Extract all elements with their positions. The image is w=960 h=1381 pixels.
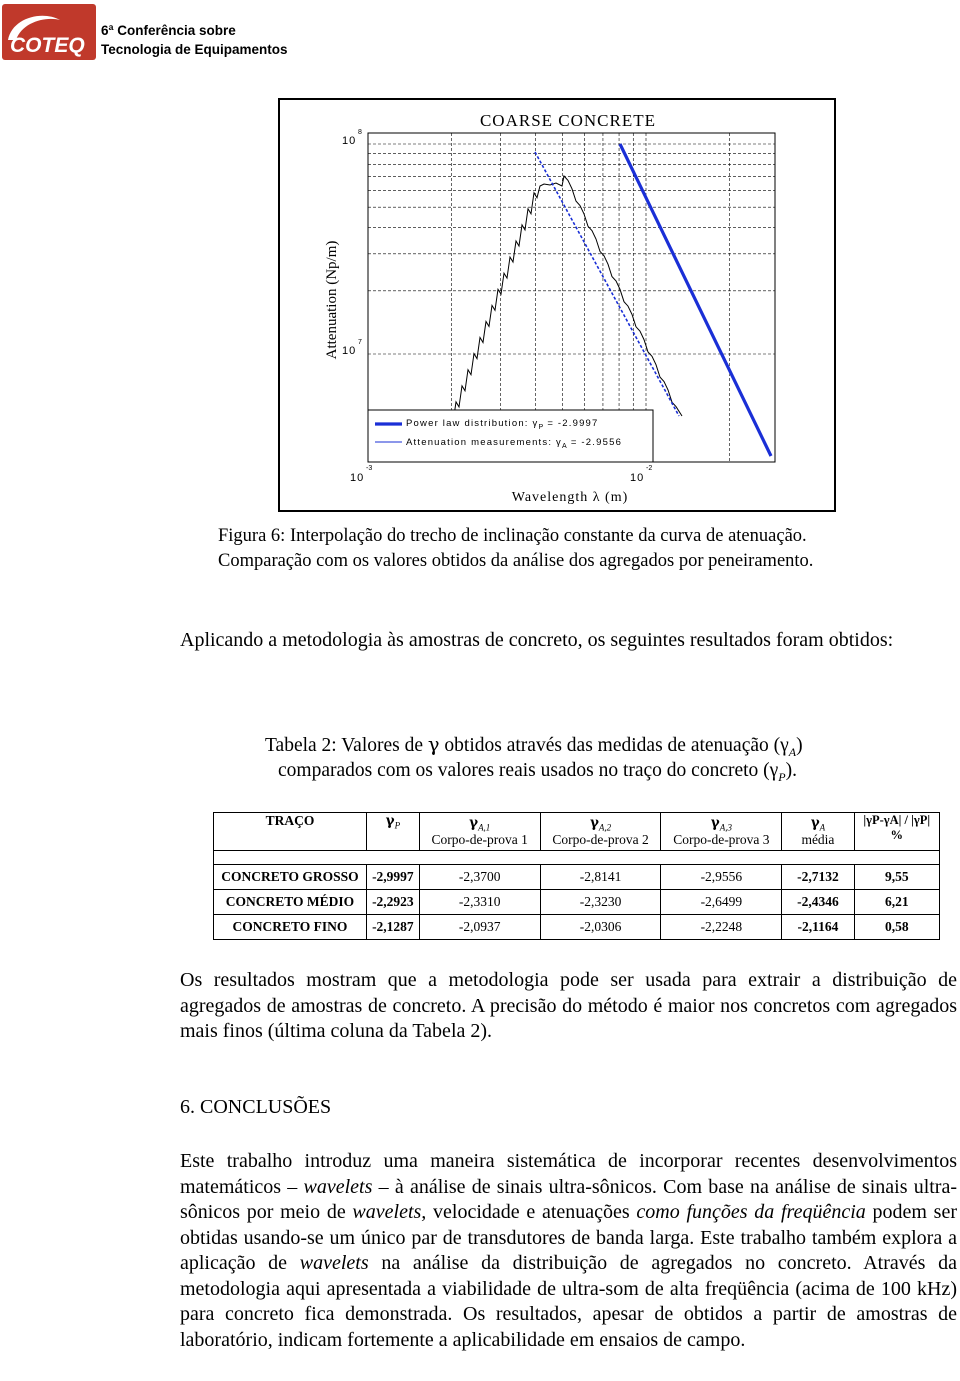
- header-gamma-p: $\gamma_P$: [366, 813, 419, 851]
- table-spacer-row: [214, 851, 940, 865]
- cell-a1: -2,3700: [419, 865, 540, 890]
- figure-frame: [278, 98, 836, 512]
- header-traco: TRAÇO: [214, 813, 367, 851]
- table-header-row: [214, 813, 940, 851]
- table-caption-line-2: comparados com os valores reais usados no traço do concreto $(\gamma_P)$.: [278, 760, 798, 784]
- paragraph-intro: Aplicando a metodologia às amostras de concreto, os seguintes resultados foram obtidos:: [180, 629, 894, 651]
- cell-media: -2,4346: [782, 890, 854, 915]
- cell-a1: -2,3310: [419, 890, 540, 915]
- chart-title: COARSE CONCRETE: [479, 111, 657, 130]
- cell-gamma-p: -2,2923: [366, 890, 419, 915]
- section-title: 6. CONCLUSÕES: [180, 1096, 332, 1118]
- y-axis-label: Attenuation (Np/m): [324, 240, 340, 360]
- cell-a1: -2,0937: [419, 915, 540, 940]
- cell-a3: -2,6499: [661, 890, 782, 915]
- legend-power-law: Power law distribution: $\gamma_P = -2.9997$: [406, 418, 599, 431]
- header-line-1: 6ª Conferência sobre: [101, 23, 236, 38]
- paragraph-results: Os resultados mostram que a metodologia pode ser usada para extrair a distribuição de agregados de amostras de concreto. A precisão do método é maior nos concretos com agregados mais finos (última coluna da Tabela 2).: [180, 969, 957, 1042]
- cell-traco: CONCRETO GROSSO: [214, 865, 367, 890]
- table-caption-line-1: Tabela 2: Valores de γ obtidos através das medidas de atenuação $(\gamma_A)$: [265, 733, 803, 759]
- cell-error: 6,21: [854, 890, 939, 915]
- x-tick-left: 10: [350, 472, 365, 484]
- cell-media: -2,7132: [782, 865, 854, 890]
- logo-text: COTEQ: [10, 34, 85, 57]
- y-tick-top-exp: 8: [358, 129, 362, 136]
- y-tick-mid: 10: [342, 345, 357, 357]
- cell-a2: -2,0306: [540, 915, 661, 940]
- cell-a3: -2,2248: [661, 915, 782, 940]
- cell-error: 9,55: [854, 865, 939, 890]
- header-gamma-a3: $\gamma_{A,3}$ Corpo-de-prova 3: [661, 813, 782, 851]
- cell-media: -2,1164: [782, 915, 854, 940]
- header-line-2: Tecnologia de Equipamentos: [101, 42, 288, 57]
- cell-gamma-p: -2,9997: [366, 865, 419, 890]
- cell-gamma-p: -2,1287: [366, 915, 419, 940]
- cell-error: 0,58: [854, 915, 939, 940]
- cell-traco: CONCRETO MÉDIO: [214, 890, 367, 915]
- x-axis-label: Wavelength λ (m): [511, 490, 629, 505]
- series-power-law-fit: [535, 152, 679, 416]
- coteq-logo: [2, 4, 96, 60]
- header-gamma-a1: $\gamma_{A,1}$ Corpo-de-prova 1: [419, 813, 540, 851]
- cell-a2: -2,8141: [540, 865, 661, 890]
- figure-caption-line-1: Figura 6: Interpolação do trecho de inclinação constante da curva de atenuação.: [218, 526, 807, 546]
- attenuation-chart: [280, 100, 834, 510]
- results-table: [213, 812, 940, 940]
- header-gamma-a2: $\gamma_{A,2}$ Corpo-de-prova 2: [540, 813, 661, 851]
- table-row: [214, 915, 940, 940]
- paragraph-conclusion: Este trabalho introduz uma maneira sistemática de incorporar recentes desenvolvimentos matemáticos – wavelets – à análise de sinais ultra-sônicos. Com base na análise de sinais ultra-sônicos por meio de wavelets, velocidade e atenuações como funções da freqüência podem ser obtidas usando-se um único par de transdutores de banda larga. Este trabalho também explora a aplicação de wavelets na análise da distribuição de agregados no concreto. Através da metodologia aqui apresentada a viabilidade de ultra-som de alta freqüência (acima de 100 kHz) para concreto fica demonstrada. Os resultados, apesar de obtidos a partir de amostras de laboratório, indicam fortemente a aplicabilidade em ensaios de campo.: [180, 1150, 958, 1351]
- header-error: |γP-γA| / |γP| %: [854, 813, 939, 851]
- legend-measurements: Attenuation measurements: $\gamma_A = -2.9556$: [406, 437, 623, 450]
- x-tick-right-exp: -2: [646, 465, 653, 472]
- table-row: [214, 890, 940, 915]
- cell-a3: -2,9556: [661, 865, 782, 890]
- x-tick-right: 10: [630, 472, 645, 484]
- series-attenuation-measurements: [450, 176, 682, 423]
- cell-traco: CONCRETO FINO: [214, 915, 367, 940]
- y-tick-top: 10: [342, 135, 357, 147]
- x-tick-left-exp: -3: [366, 465, 373, 472]
- figure-caption-line-2: Comparação com os valores obtidos da análise dos agregados por peneiramento.: [218, 551, 814, 571]
- y-tick-mid-exp: 7: [358, 339, 362, 346]
- table-row: [214, 865, 940, 890]
- header-gamma-a-media: $\gamma_A$ média: [782, 813, 854, 851]
- cell-a2: -2,3230: [540, 890, 661, 915]
